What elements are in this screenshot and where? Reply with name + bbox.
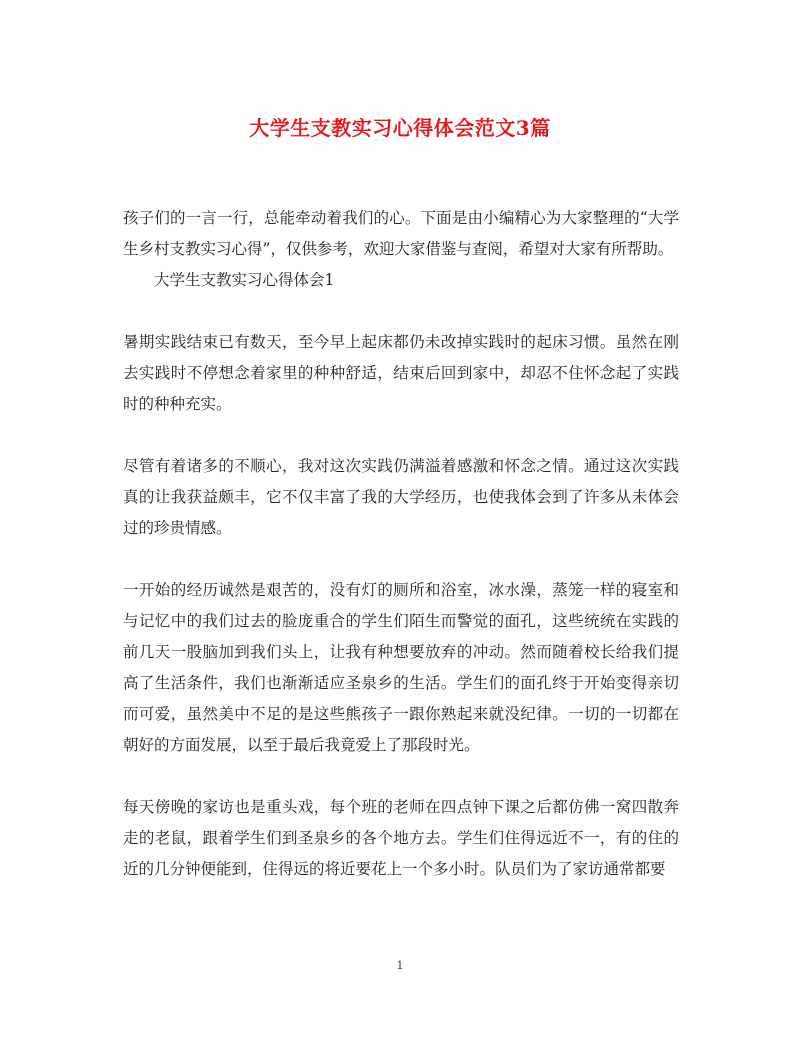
body-paragraph-1: 暑期实践结束已有数天，至今早上起床都仍未改掉实践时的起床习惯。虽然在刚去实践时不停想念着家里的种种舒适，结束后回到家中，却忍不住怀念起了实践时的种种充实。 bbox=[123, 333, 679, 413]
section-subheading: 大学生支教实习心得体会1 bbox=[154, 271, 335, 289]
page-number: 1 bbox=[396, 959, 404, 972]
body-paragraph-2: 尽管有着诸多的不顺心，我对这次实践仍满溢着感激和怀念之情。通过这次实践真的让我获益颇丰，它不仅丰富了我的大学经历，也使我体会到了许多从未体会过的珍贵情感。 bbox=[123, 457, 679, 537]
body-paragraph-3: 一开始的经历诚然是艰苦的，没有灯的厕所和浴室，冰水澡，蒸笼一样的寝室和与记忆中的我们过去的脸庞重合的学生们陌生而警觉的面孔，这些统统在实践的前几天一股脑加到我们头上，让我有种想要放弃的冲动。然而随着校长给我们提高了生活条件，我们也渐渐适应圣泉乡的生活。学生们的面孔终于开始变得亲切而可爱，虽然美中不足的是这些熊孩子一跟你熟起来就没纪律。一切的一切都在朝好的方面发展，以至于最后我竟爱上了那段时光。 bbox=[123, 581, 679, 754]
document-body bbox=[123, 203, 679, 916]
document-title: 大学生支教实习心得体会范文3篇 bbox=[249, 116, 551, 140]
intro-paragraph: 孩子们的一言一行，总能牵动着我们的心。下面是由小编精心为大家整理的“大学生乡村支教实习心得”，仅供参考，欢迎大家借鉴与查阅，希望对大家有所帮助。 bbox=[123, 209, 679, 258]
body-paragraph-4: 每天傍晚的家访也是重头戏，每个班的老师在四点钟下课之后都仿佛一窝四散奔走的老鼠，跟着学生们到圣泉乡的各个地方去。学生们住得远近不一，有的住的近的几分钟便能到，住得远的将近要花上一个多小时。队员们为了家访通常都要 bbox=[123, 798, 679, 878]
